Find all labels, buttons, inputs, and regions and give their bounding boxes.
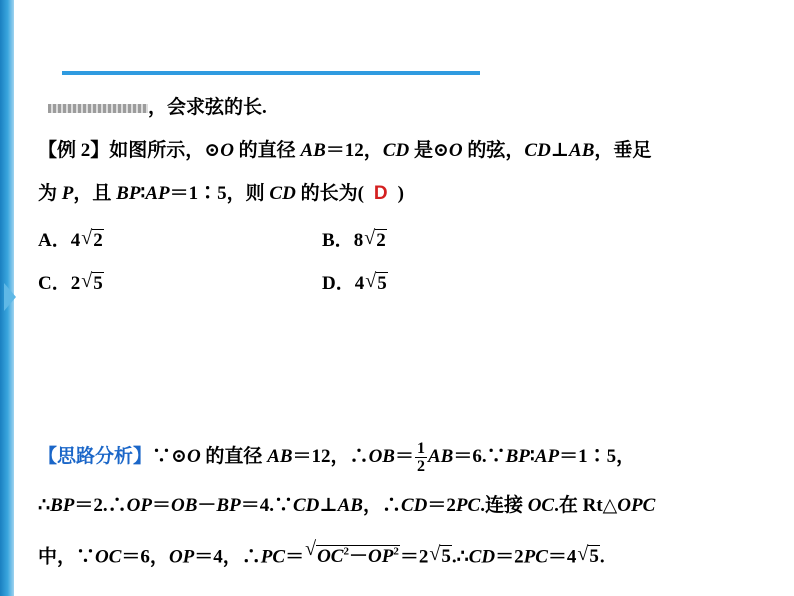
analysis-label: 【思路分析】 [38,445,153,467]
example-tag: 【例 2】 [38,140,110,161]
option-a: A．4 √ 2 [38,227,103,251]
answer-mark: D [373,183,388,204]
option-c: C．2 √ 5 [38,270,103,294]
left-accent-bar [0,0,14,596]
example-line-2: 为 P，且 BP∶AP＝1∶5，则 CD 的长为( D ) [38,183,404,204]
obscured-text [48,104,148,113]
fraction-half: $\frac{1}{2}$ [416,440,425,475]
analysis-line-2: ∴BP＝2.∴OP＝OB－BP＝4.∵CD⊥AB，∴CD＝2PC.连接 OC.在 Rt△OPC [38,495,656,516]
example-line-1: 【例 2】如图所示，⊙O 的直径 AB＝12，CD 是⊙O 的弦，CD⊥AB，垂足 [38,140,652,161]
intro-text: ，会求弦的长. [148,97,267,118]
radical-expression: √ $OC^2-OP^2$ [305,538,399,568]
analysis-line-3: 中，∵OC＝6，OP＝4，∴PC＝ √ $OC^2-OP^2=2$ √ 5.∴CD＝2PC＝4 √ 5. [38,538,605,568]
analysis-line-1: 【思路分析】∵⊙O 的直径 AB＝12，∴OB＝ $\frac{1}{2}$ AB＝6.∵BP∶AP＝1∶5， [38,440,636,475]
option-d: D．4 √ 5 [322,270,387,294]
sidebar-arrow [4,283,16,311]
title-underline [62,71,480,75]
option-b: B．8 √ 2 [322,227,386,251]
